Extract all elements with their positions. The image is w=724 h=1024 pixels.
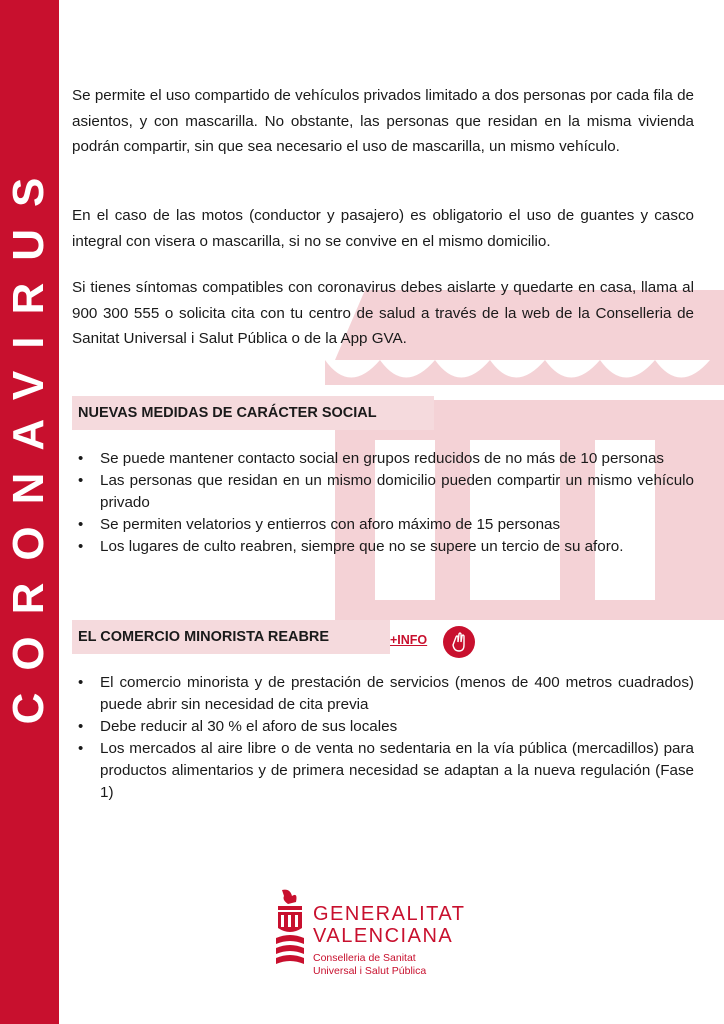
logo-line: Conselleria de Sanitat bbox=[313, 952, 416, 964]
list-item: • Los mercados al aire libre o de venta no sedentaria en la vía pública (mercadillos) para productos alimentarios y de primera necesidad se adaptan a la nueva regulación (Fase 1) bbox=[72, 738, 694, 804]
logo-line: VALENCIANA bbox=[313, 925, 454, 947]
social-heading: NUEVAS MEDIDAS DE CARÁCTER SOCIAL bbox=[72, 396, 434, 430]
sidebar-band bbox=[0, 0, 59, 1024]
list-item: • Los lugares de culto reabren, siempre que no se supere un tercio de su aforo. bbox=[72, 536, 694, 558]
intro-text-3 bbox=[72, 275, 694, 352]
list-item: • Las personas que residan en un mismo domicilio pueden compartir un mismo vehículo privado bbox=[72, 470, 694, 514]
commerce-heading: EL COMERCIO MINORISTA REABRE bbox=[72, 620, 390, 654]
more-info-link[interactable]: +INFO bbox=[390, 633, 428, 647]
generalitat-logo bbox=[313, 903, 465, 978]
generalitat-emblem-icon bbox=[272, 888, 308, 972]
commerce-list bbox=[72, 672, 694, 804]
logo-line: Universal i Salut Pública bbox=[313, 965, 427, 977]
intro-text-2 bbox=[72, 203, 694, 254]
list-item: • Se puede mantener contacto social en grupos reducidos de no más de 10 personas bbox=[72, 448, 694, 470]
shop-hand-icon[interactable] bbox=[442, 625, 476, 659]
list-item: • El comercio minorista y de prestación de servicios (menos de 400 metros cuadrados) puede abrir sin necesidad de cita previa bbox=[72, 672, 694, 716]
sidebar-title: CORONAVIRUS bbox=[4, 155, 53, 725]
logo-line: GENERALITAT bbox=[313, 903, 466, 925]
intro-text bbox=[72, 83, 694, 160]
intro-paragraph: En el caso de las motos (conductor y pasajero) es obligatorio el uso de guantes y casco integral con visera o mascarilla, si no se convive en el mismo domicilio. bbox=[72, 207, 694, 250]
intro-paragraph: Se permite el uso compartido de vehículos privados limitado a dos personas por cada fila de asientos, y con mascarilla. No obstante, las personas que residan en la misma vivienda podrán compartir, sin que sea necesario el uso de mascarilla, un mismo vehículo. bbox=[72, 87, 694, 155]
social-list bbox=[72, 448, 694, 558]
list-item: • Debe reducir al 30 % el aforo de sus locales bbox=[72, 716, 694, 738]
intro-paragraph: Si tienes síntomas compatibles con coronavirus debes aislarte y quedarte en casa, llama al 900 300 555 o solicita cita con tu centro de salud a través de la web de la Conselleria de Sanitat Universal i Salut Pública o de la App GVA. bbox=[72, 279, 694, 347]
list-item: • Se permiten velatorios y entierros con aforo máximo de 15 personas bbox=[72, 514, 694, 536]
